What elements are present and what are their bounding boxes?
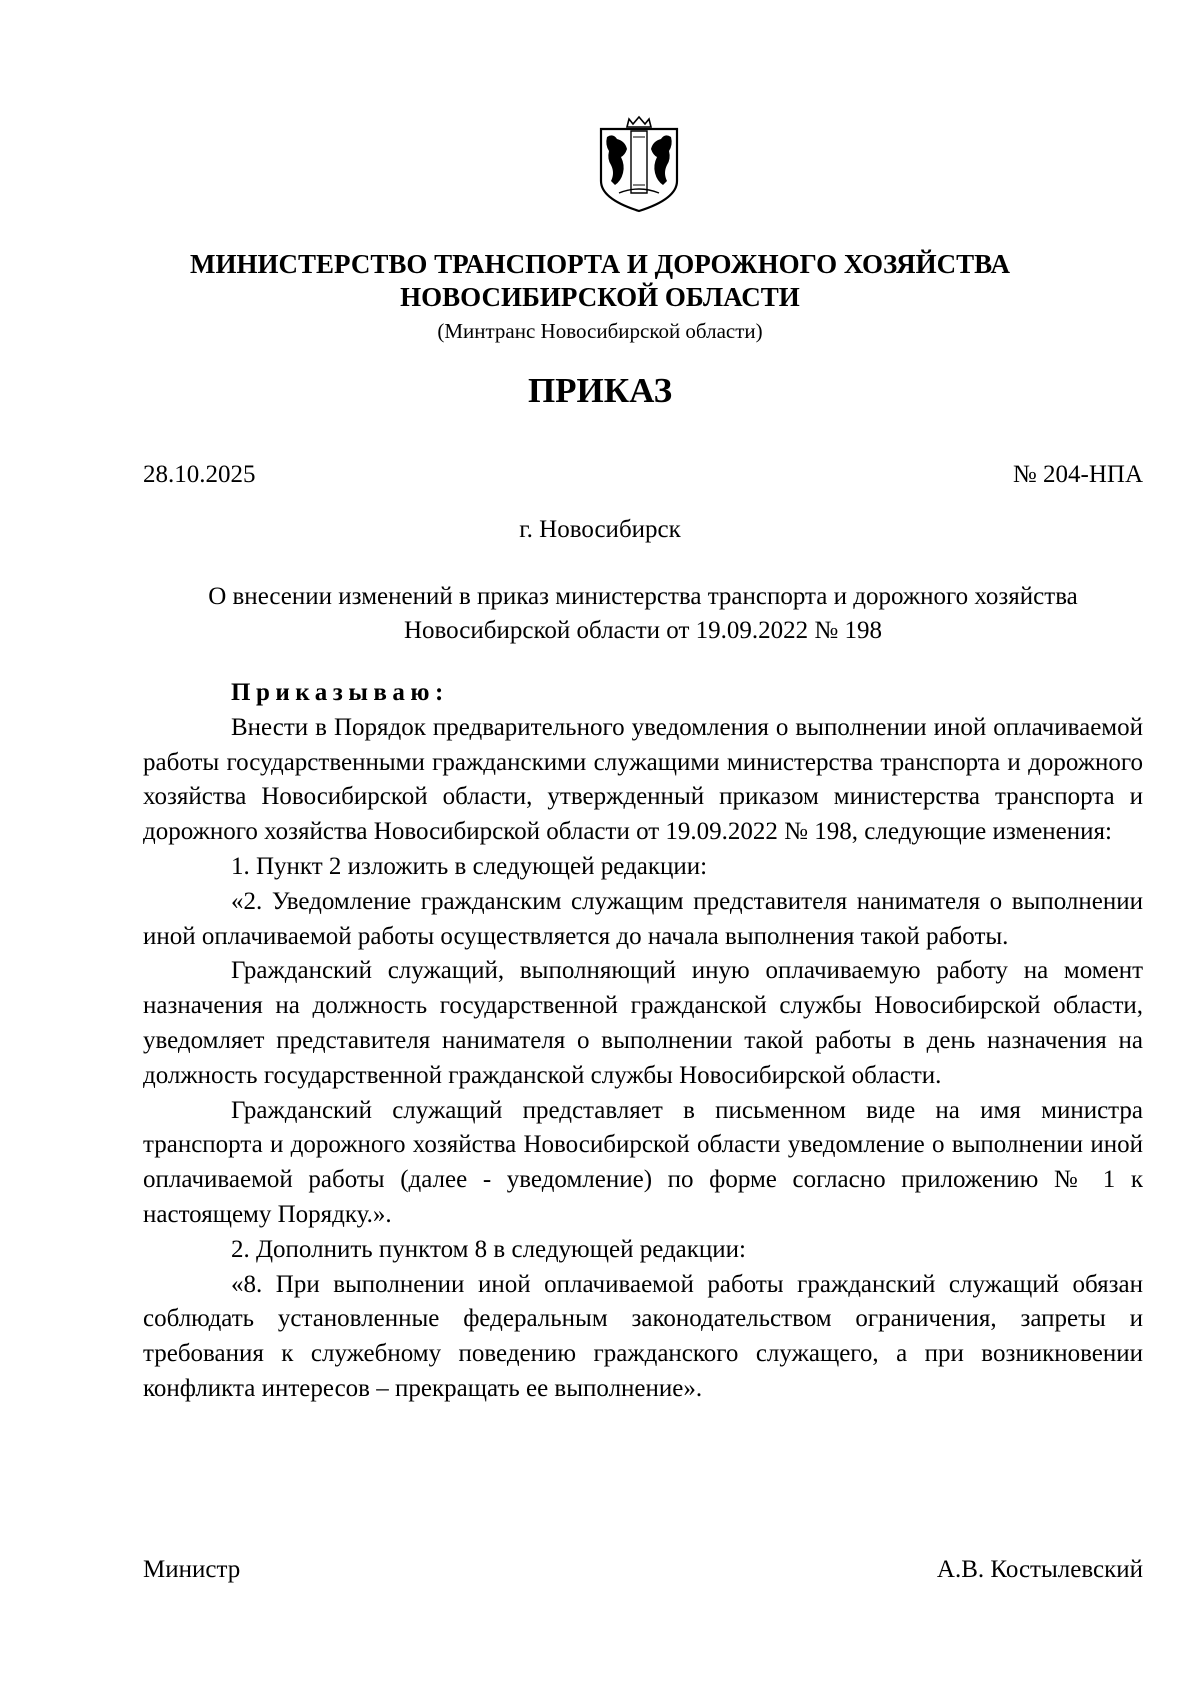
- document-number: № 204-НПА: [1012, 461, 1143, 488]
- document-city: г. Новосибирск: [519, 516, 681, 543]
- body-paragraph-6: 2. Дополнить пунктом 8 в следующей редакции:: [231, 1235, 747, 1263]
- body-paragraph-4: Гражданский служащий, выполняющий иную оплачиваемую работу на момент назначения на должность государственной гражданской службы Новосибирской области, уведомляет представителя нанимателя о выполнении такой работы в день назначения на должность государственной гражданской службы Новосибирской области.: [143, 957, 1143, 1089]
- document-type-title: ПРИКАЗ: [527, 371, 673, 410]
- novosibirsk-coat-of-arms-icon: [597, 115, 681, 215]
- org-short-name: (Минтранс Новосибирской области): [437, 319, 763, 343]
- subject-line1: О внесении изменений в приказ министерства транспорта и дорожного хозяйства: [208, 583, 1078, 610]
- signatory-title: Министр: [143, 1556, 241, 1583]
- order-word: Приказываю:: [231, 679, 449, 706]
- signatory-name: А.В. Костылевский: [936, 1556, 1143, 1583]
- body-paragraph-3: «2. Уведомление гражданским служащим представителя нанимателя о выполнении иной оплачиваемой работы осуществляется до начала выполнения такой работы.: [143, 887, 1143, 950]
- subject-line2: Новосибирской области от 19.09.2022 № 198: [403, 617, 882, 644]
- body-paragraph-5: Гражданский служащий представляет в письменном виде на имя министра транспорта и дорожного хозяйства Новосибирской области уведомление о выполнении иной оплачиваемой работы (далее - уведомление) по форме согласно приложению № 1 к настоящему Порядку.».: [143, 1096, 1143, 1228]
- body-paragraph-2: 1. Пункт 2 изложить в следующей редакции:: [231, 852, 708, 880]
- document-body: [143, 676, 1143, 1407]
- org-name-line2: НОВОСИБИРСКОЙ ОБЛАСТИ: [400, 282, 800, 312]
- document-date: 28.10.2025: [143, 461, 256, 488]
- org-name-line1: МИНИСТЕРСТВО ТРАНСПОРТА И ДОРОЖНОГО ХОЗЯЙСТВА: [190, 249, 1010, 279]
- body-paragraph-7: «8. При выполнении иной оплачиваемой работы гражданский служащий обязан соблюдать установленные федеральным законодательством ограничения, запреты и требования к служебному поведению гражданского служащего, а при возникновении конфликта интересов – прекращать ее выполнение».: [143, 1270, 1143, 1402]
- body-paragraph-1: Внести в Порядок предварительного уведомления о выполнении иной оплачиваемой работы государственными гражданскими служащими министерства транспорта и дорожного хозяйства Новосибирской области, утвержденный приказом министерства транспорта и дорожного хозяйства Новосибирской области от 19.09.2022 № 198, следующие изменения:: [143, 713, 1143, 846]
- document-subject: [143, 580, 1143, 648]
